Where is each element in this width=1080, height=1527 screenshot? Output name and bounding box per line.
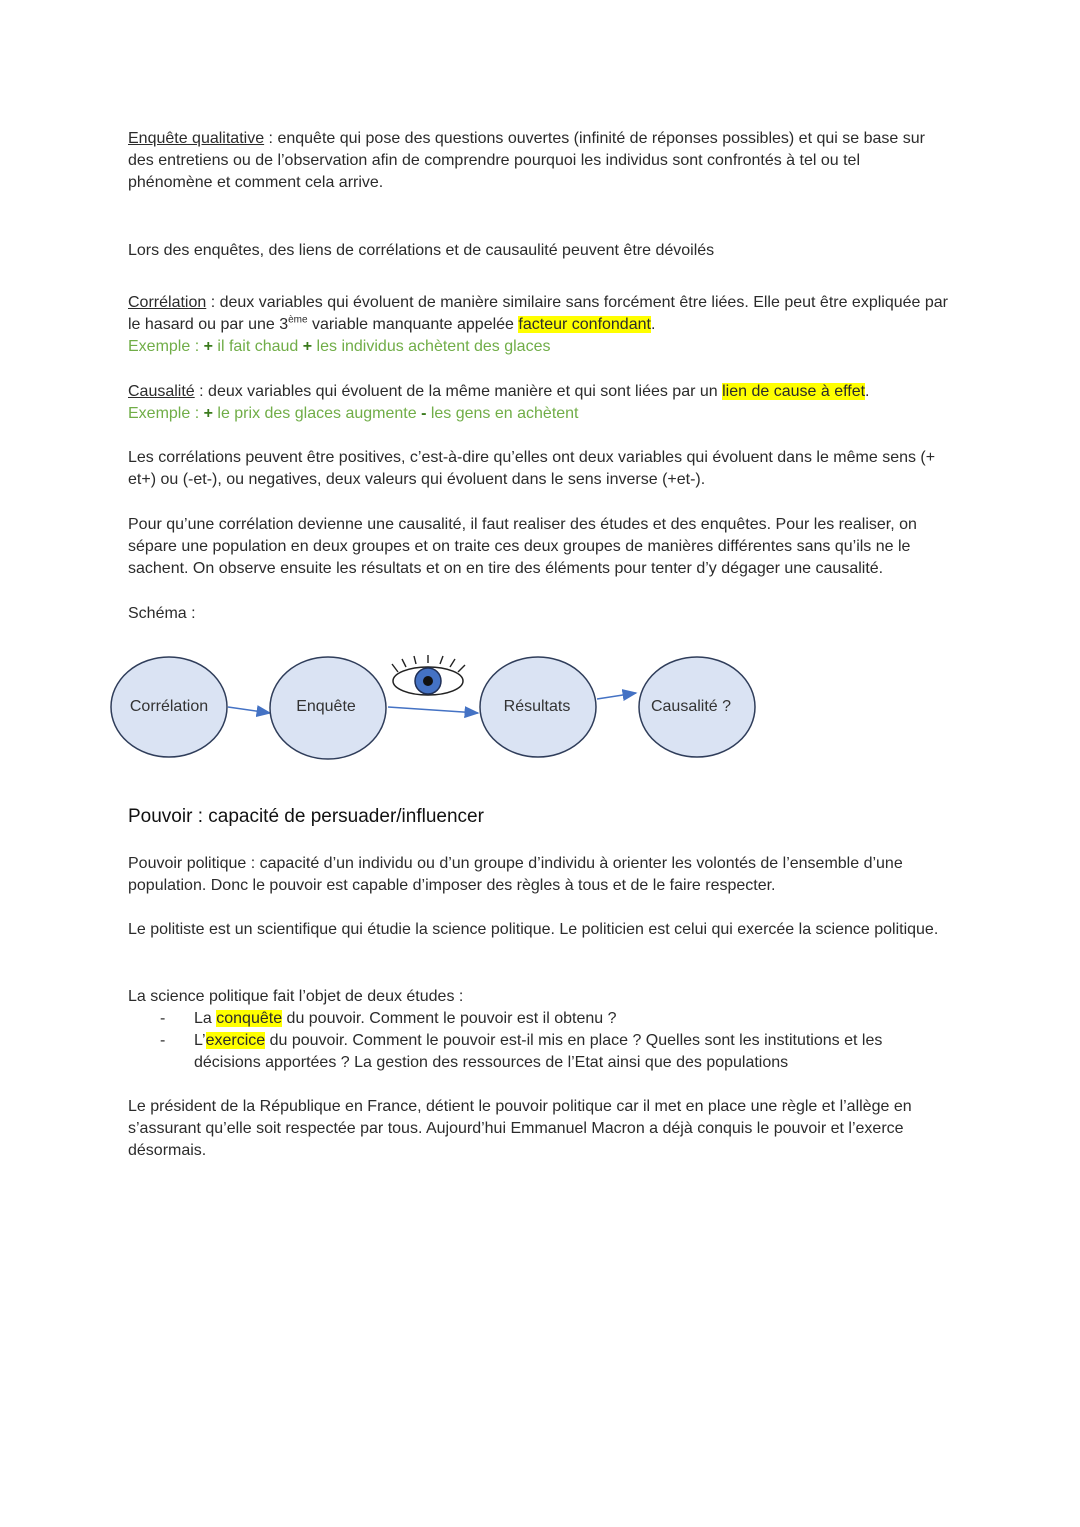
node-enquete — [270, 657, 386, 759]
heading-pouvoir: Pouvoir : capacité de persuader/influencer — [128, 806, 484, 827]
list-etudes — [128, 1008, 948, 1074]
svg-text:Corrélation: Corrélation — [129, 698, 209, 716]
svg-text:Résultats: Résultats — [503, 698, 571, 716]
definition-correlation: Corrélation : deux variables qui évoluent de manière similaire sans forcément être liées. Elle peut être expliquée par le hasard ou par une 3ème variable manquante appelée facteur confondant. Exemple : + il fait chaud + les individus achètent des glaces — [128, 292, 948, 358]
arrow-resultats-causalite — [597, 693, 636, 699]
highlight-conquete: conquête — [216, 1010, 283, 1027]
schema-diagram — [100, 650, 800, 770]
svg-text:Causalité ?: Causalité ? — [650, 698, 732, 716]
node-resultats — [480, 657, 596, 757]
example-causalite: Exemple : + le prix des glaces augmente - les gens en achètent — [128, 405, 579, 422]
node-causalite — [639, 657, 755, 757]
section-science-politique: La science politique fait l’objet de deux études : - La conquête du pouvoir. Comment le pouvoir est il obtenu ? - L’exercice du pouvoir. Comment le pouvoir est-il mis en place ? Quelles sont les institutions et les décisions apportées ? La gestion des ressources de l’Etat ainsi que des populations — [128, 986, 948, 1074]
eye-icon — [392, 655, 465, 695]
paragraph-liens: Lors des enquêtes, des liens de corrélations et de causaulité peuvent être dévoilés — [128, 242, 715, 259]
list-item: - L’exercice du pouvoir. Comment le pouvoir est-il mis en place ? Quelles sont les institutions et les décisions apportées ? La gestion des ressources de l’Etat ainsi que des populations — [160, 1032, 883, 1071]
paragraph-politiste: Le politiste est un scientifique qui étudie la science politique. Le politicien est celui qui exercée la science politique. — [128, 921, 939, 938]
paragraph-enquete-qualitative — [128, 128, 948, 194]
term-causalite: Causalité — [128, 383, 195, 400]
paragraph-president: Le président de la République en France, détient le pouvoir politique car il met en place une règle et l’allège en s’assurant qu’elle soit respectée par tous. Aujourd’hui Emmanuel Macron a déjà conquis le pouvoir et l’exerce désormais. — [128, 1098, 912, 1159]
svg-text:Enquête: Enquête — [296, 698, 356, 716]
highlight-facteur-confondant: facteur confondant — [518, 316, 651, 333]
highlight-lien-cause-effet: lien de cause à effet — [722, 383, 866, 400]
list-item: - La conquête du pouvoir. Comment le pouvoir est il obtenu ? — [160, 1010, 617, 1027]
example-correlation: Exemple : + il fait chaud + les individus achètent des glaces — [128, 338, 551, 355]
paragraph-correlation-causalite: Pour qu’une corrélation devienne une causalité, il faut realiser des études et des enquêtes. Pour les realiser, on sépare une population en deux groupes et on traite ces deux groupes de manières différentes sans qu’ils ne le sachent. On observe ensuite les résultats et on en tire des éléments pour tenter d’y dégager une causalité. — [128, 516, 917, 577]
term-correlation: Corrélation — [128, 294, 207, 311]
paragraph-correlations-signes: Les corrélations peuvent être positives, c’est-à-dire qu’elles ont deux variables qui évoluent dans le même sens (+ et+) ou (-et-), ou negatives, deux valeurs qui évoluent dans le sens inverse (+et-). — [128, 449, 936, 488]
definition-enquete-qualitative: : enquête qui pose des questions ouvertes (infinité de réponses possibles) et qui se base sur des entretiens ou de l’observation afin de comprendre pourquoi les individus sont confrontés à tel ou tel phénomène et comment cela arrive. — [128, 130, 925, 191]
paragraph-pouvoir-politique: Pouvoir politique : capacité d’un individu ou d’un groupe d’individu à orienter les volontés de l’ensemble d’une population. Donc le pouvoir est capable d’imposer des règles à tous et de le faire respecter. — [128, 855, 903, 894]
node-correlation — [111, 657, 227, 757]
arrow-correlation-enquete — [228, 707, 270, 713]
arrow-enquete-resultats — [388, 707, 478, 713]
definition-causalite: Causalité : deux variables qui évoluent de la même manière et qui sont liées par un lien de cause à effet. Exemple : + le prix des glaces augmente - les gens en achètent — [128, 381, 948, 425]
term-enquete-qualitative: Enquête qualitative — [128, 130, 265, 147]
highlight-exercice: exercice — [205, 1032, 266, 1049]
schema-label: Schéma : — [128, 605, 196, 622]
